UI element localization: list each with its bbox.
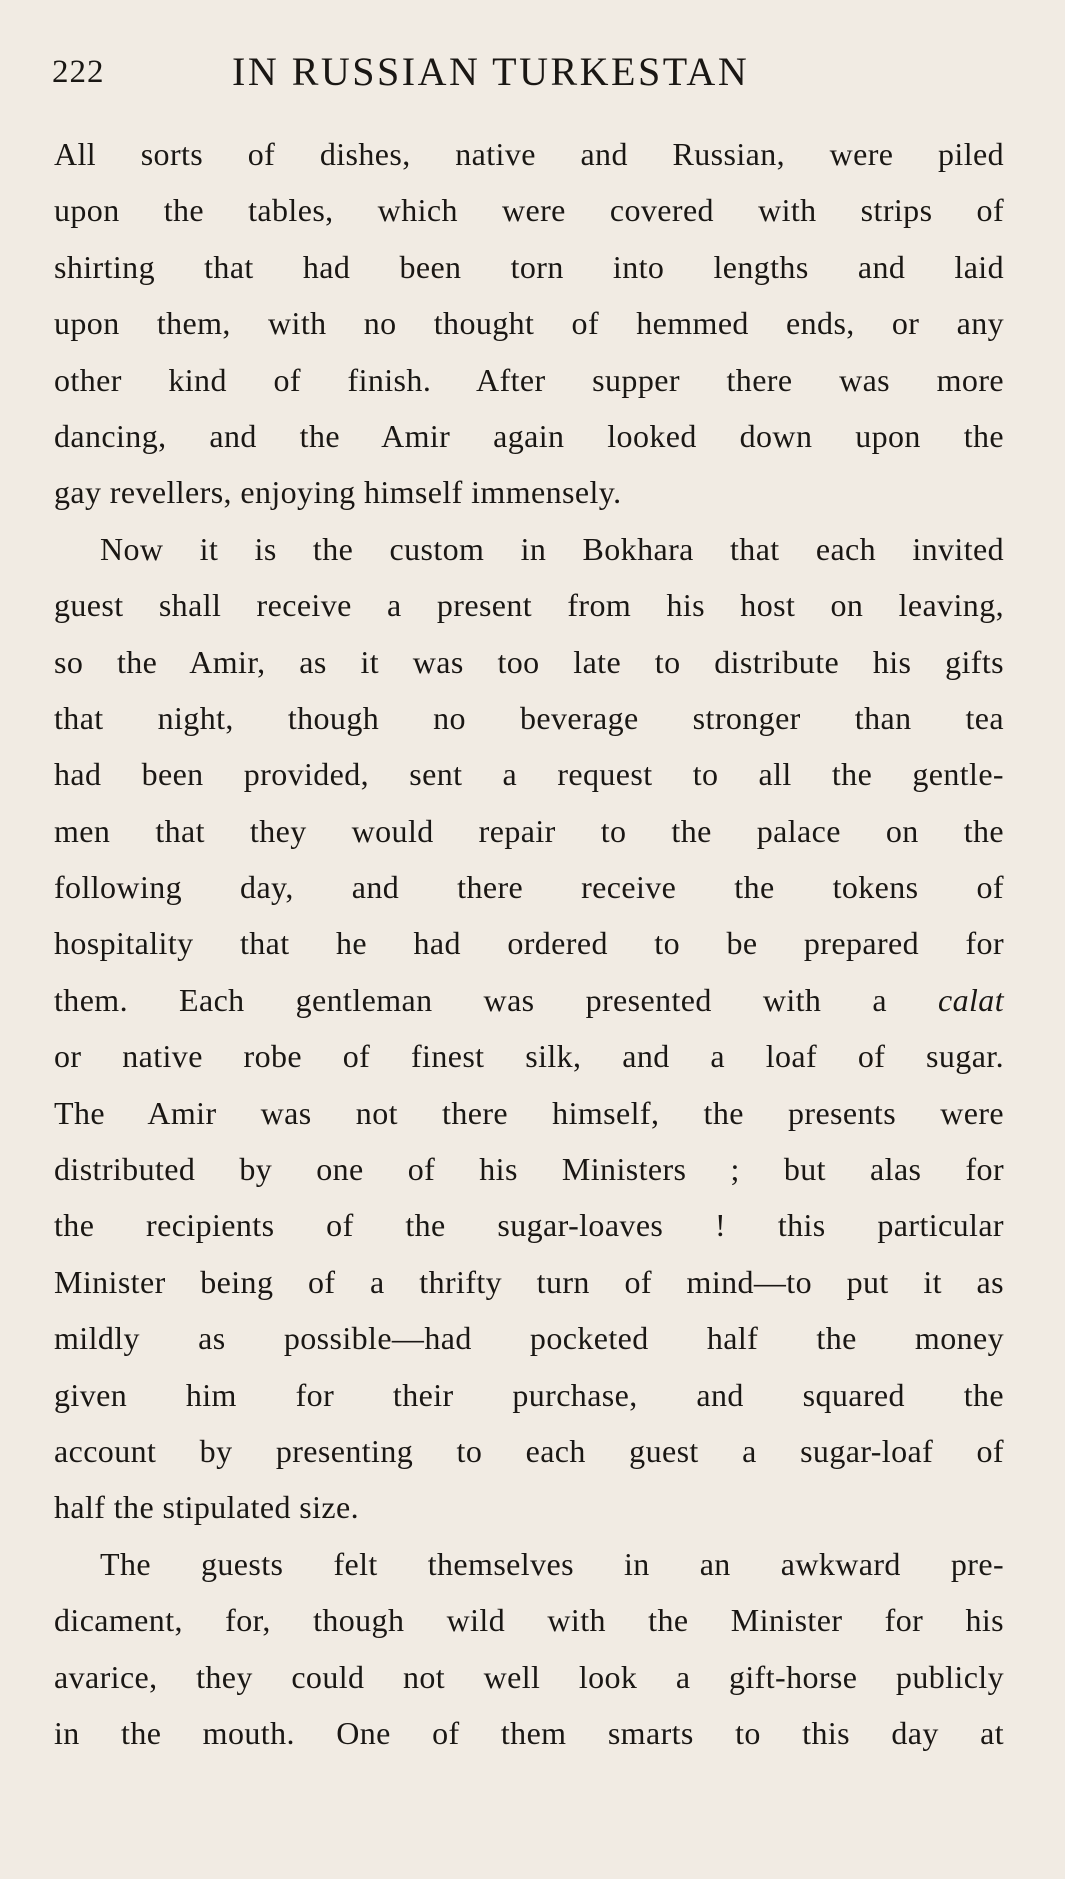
text-line: avarice, they could not well look a gift-horse publicly [54, 1658, 1004, 1695]
text-line: other kind of finish. After supper there was more [54, 361, 1004, 398]
text-line: that night, though no beverage stronger than tea [54, 699, 1004, 736]
running-head: IN RUSSIAN TURKESTAN [232, 49, 750, 94]
paragraph [54, 521, 1004, 1536]
text-line: or native robe of finest silk, and a loaf of sugar. [54, 1038, 1004, 1075]
text-line: following day, and there receive the tokens of [54, 869, 1004, 906]
text-line: half the stipulated size. [54, 1489, 360, 1526]
italic-word: calat [938, 981, 1004, 1018]
page-header [52, 48, 1012, 98]
text-line: gay revellers, enjoying himself immensely. [54, 474, 622, 511]
text-line: The guests felt themselves in an awkward pre- [100, 1545, 1004, 1582]
text-line: shirting that had been torn into lengths and laid [54, 248, 1004, 285]
paragraph [54, 126, 1004, 521]
text-line: The Amir was not there himself, the presents were [54, 1094, 1004, 1131]
text-line: dancing, and the Amir again looked down upon the [54, 417, 1004, 454]
text-line: men that they would repair to the palace on the [54, 812, 1004, 849]
text-line: the recipients of the sugar-loaves ! this particular [54, 1207, 1004, 1244]
text-line: dicament, for, though wild with the Minister for his [54, 1602, 1004, 1639]
paragraph [54, 1536, 1004, 1762]
text-line: hospitality that he had ordered to be prepared for [54, 925, 1004, 962]
text-line: upon them, with no thought of hemmed ends, or any [54, 305, 1004, 342]
text-line: All sorts of dishes, native and Russian, were piled [54, 136, 1004, 172]
text-line: Minister being of a thrifty turn of mind—to put it as [54, 1263, 1004, 1300]
text-line: Now it is the custom in Bokhara that each invited [100, 530, 1004, 567]
body-text [54, 126, 1004, 1761]
text-line: account by presenting to each guest a sugar-loaf of [54, 1432, 1004, 1469]
text-line-with-italic [54, 972, 1004, 1028]
text-line: distributed by one of his Ministers ; but alas for [54, 1151, 1004, 1188]
text-line: upon the tables, which were covered with strips of [54, 192, 1004, 229]
text-line: guest shall receive a present from his host on leaving, [54, 587, 1004, 624]
text-line: in the mouth. One of them smarts to this day at [54, 1714, 1004, 1751]
text-line: mildly as possible—had pocketed half the money [54, 1320, 1004, 1357]
text-line-start: them. Each gentleman was presented with a [54, 981, 887, 1018]
page-number: 222 [52, 54, 105, 90]
text-line: given him for their purchase, and squared the [54, 1376, 1004, 1413]
text-line: had been provided, sent a request to all the gentle- [54, 756, 1004, 793]
text-line: so the Amir, as it was too late to distribute his gifts [54, 643, 1004, 680]
